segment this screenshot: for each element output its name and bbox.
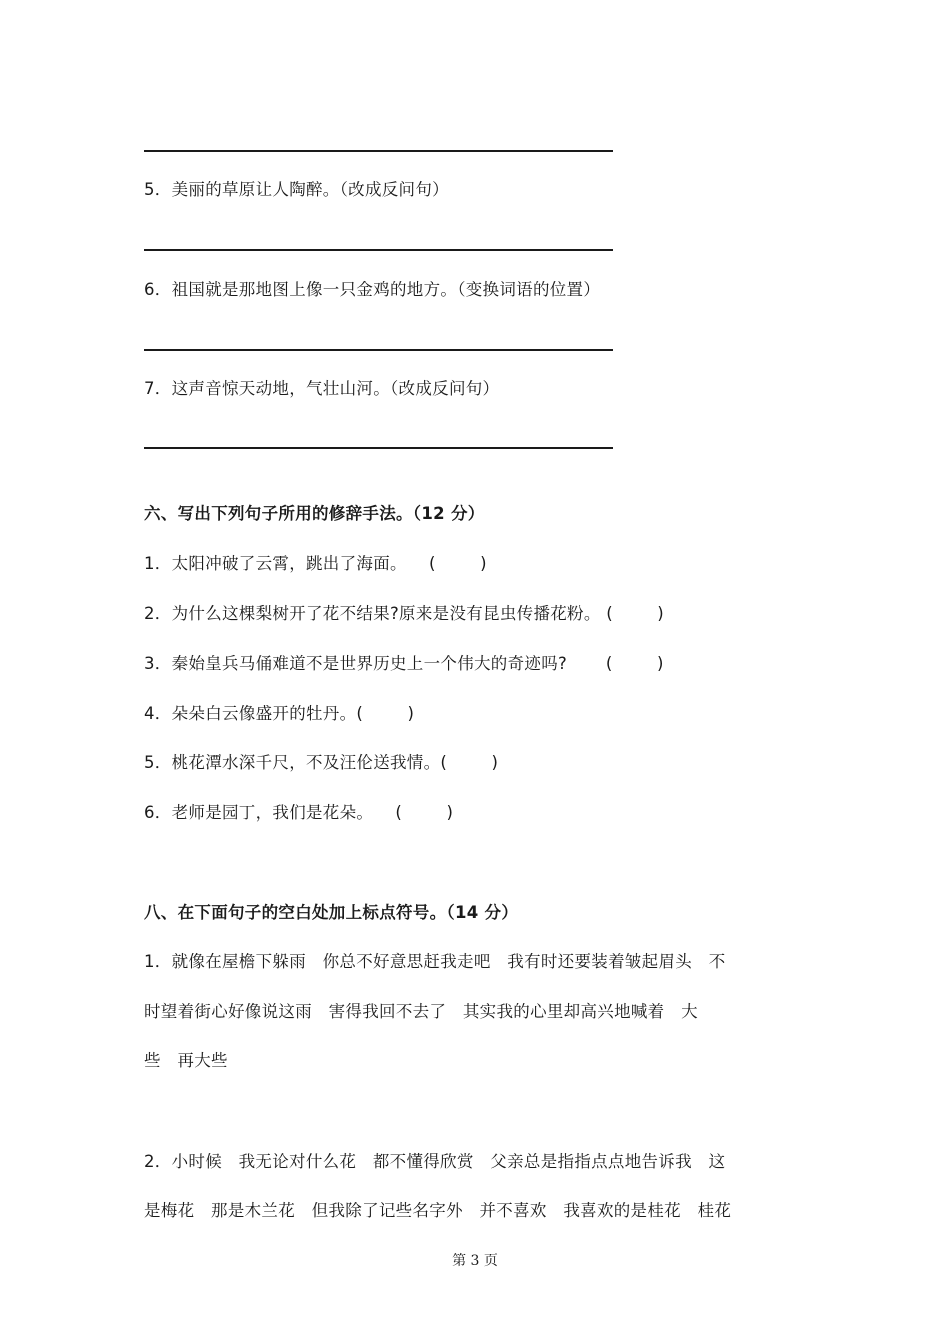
rhetoric-item-1: 1．太阳冲破了云霄，跳出了海面。 ( ) bbox=[144, 554, 487, 573]
answer-line-6 bbox=[144, 349, 613, 351]
punctuation-text-2-line-1: 2．小时候 我无论对什么花 都不懂得欣赏 父亲总是指指点点地告诉我 这 bbox=[144, 1152, 726, 1171]
rhetoric-item-6: 6．老师是园丁，我们是花朵。 ( ) bbox=[144, 803, 454, 822]
section-eight-heading: 八、在下面句子的空白处加上标点符号。（14 分） bbox=[144, 903, 519, 922]
rhetoric-item-5: 5．桃花潭水深千尺，不及汪伦送我情。( ) bbox=[144, 753, 499, 772]
answer-line-5 bbox=[144, 249, 613, 251]
punctuation-text-1-line-1: 1．就像在屋檐下躲雨 你总不好意思赶我走吧 我有时还要装着皱起眉头 不 bbox=[144, 952, 726, 971]
punctuation-text-2-line-2: 是梅花 那是木兰花 但我除了记些名字外 并不喜欢 我喜欢的是桂花 桂花 bbox=[144, 1201, 732, 1220]
rhetoric-item-3: 3．秦始皇兵马俑难道不是世界历史上一个伟大的奇迹吗? ( ) bbox=[144, 654, 664, 673]
punctuation-text-1-line-3: 些 再大些 bbox=[144, 1051, 228, 1070]
page-number: 第 3 页 bbox=[452, 1253, 498, 1269]
rhetoric-item-4: 4．朵朵白云像盛开的牡丹。( ) bbox=[144, 704, 415, 723]
punctuation-text-1-line-2: 时望着街心好像说这雨 害得我回不去了 其实我的心里却高兴地喊着 大 bbox=[144, 1002, 698, 1021]
answer-line-4 bbox=[144, 150, 613, 152]
rewrite-question-6: 6．祖国就是那地图上像一只金鸡的地方。（变换词语的位置） bbox=[144, 280, 601, 299]
rhetoric-item-2: 2．为什么这棵梨树开了花不结果?原来是没有昆虫传播花粉。 ( ) bbox=[144, 604, 665, 623]
section-six-heading: 六、写出下列句子所用的修辞手法。（12 分） bbox=[144, 504, 485, 523]
answer-line-7 bbox=[144, 447, 613, 449]
rewrite-question-7: 7．这声音惊天动地，气壮山河。（改成反问句） bbox=[144, 379, 500, 398]
rewrite-question-5: 5．美丽的草原让人陶醉。（改成反问句） bbox=[144, 180, 449, 199]
